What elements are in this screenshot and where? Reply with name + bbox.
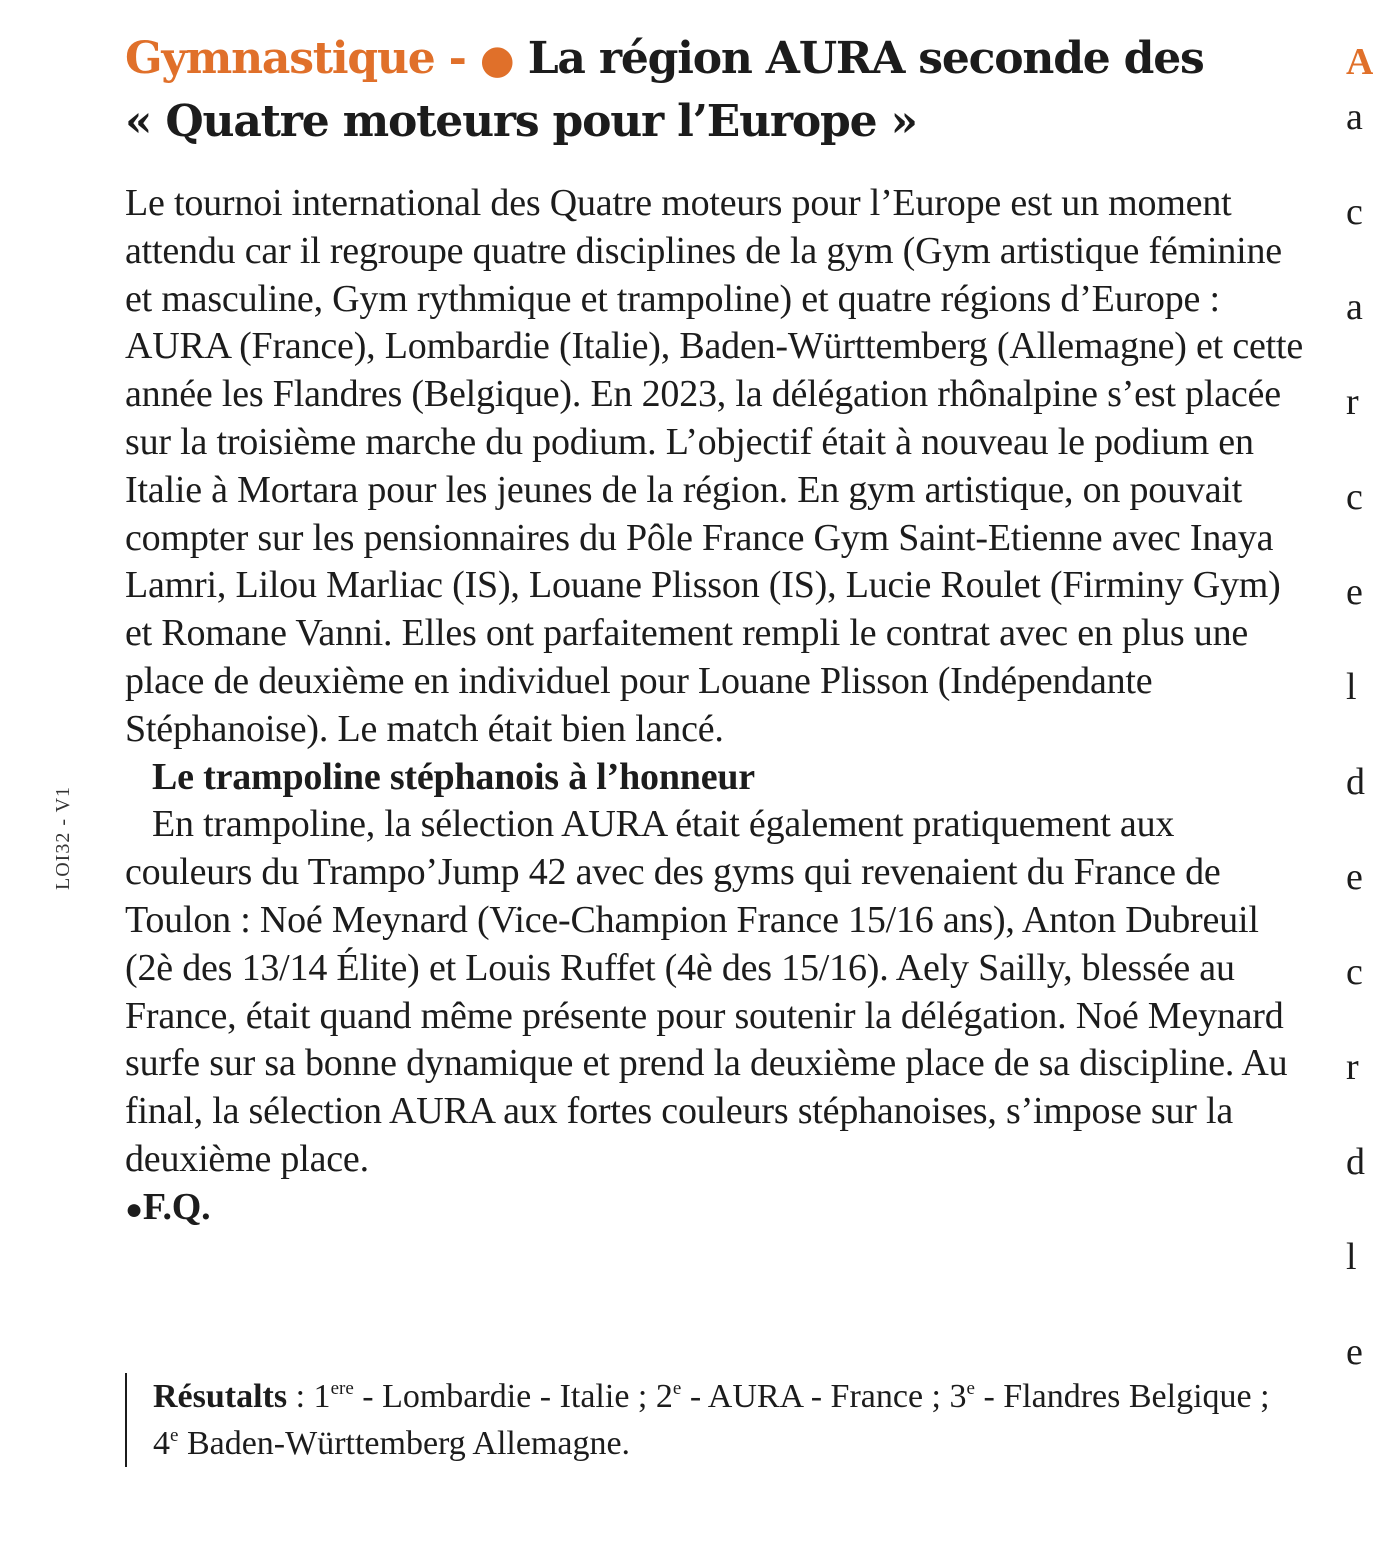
section-kicker: Gymnastique - <box>125 33 480 84</box>
results-text: Baden-Württemberg Allemagne. <box>178 1425 631 1462</box>
results-text: - Flandres Belgique ; 4 <box>153 1378 1270 1462</box>
article-body <box>125 180 1305 1234</box>
results-text: - AURA - France ; 3 <box>681 1378 967 1415</box>
ordinal-suffix: e <box>966 1378 975 1399</box>
adjacent-column-edge: A a c a r c e l d e c r d l e <box>1346 41 1373 1373</box>
ordinal-suffix: e <box>672 1378 682 1399</box>
results-text: - Lombardie - Italie ; 2 <box>353 1378 673 1415</box>
article-headline <box>125 28 1225 153</box>
results-label: Résutalts <box>153 1378 288 1415</box>
results-box <box>125 1373 1273 1467</box>
author-initials: F.Q. <box>142 1185 211 1228</box>
ordinal-suffix: e <box>170 1425 179 1446</box>
subheading: Le trampoline stéphanois à l’honneur <box>152 755 755 798</box>
paragraph-intro: Le tournoi international des Quatre moteurs pour l’Europe est un moment attendu car il regroupe quatre disciplines de la gym (Gym artistique féminine et masculine, Gym rythmique et trampoline) et quatre régions d’Europe : AURA (France), Lombardie (Italie), Baden-Württemberg (Allemagne) et cette année les Flandres (Belgique). En 2023, la délégation rhônalpine s’est placée sur la troisième marche du podium. L’objectif était à nouveau le podium en Italie à Mortara pour les jeunes de la région. En gym artistique, on pouvait compter sur les pensionnaires du Pôle France Gym Saint-Etienne avec Inaya Lamri, Lilou Marliac (IS), Louane Plisson (IS), Lucie Roulet (Firminy Gym) et Romane Vanni. Elles ont parfaitement rempli le contrat avec en plus une place de deuxième en individuel pour Louane Plisson (Indépendante Stéphanoise). Le match était bien lancé. <box>125 182 1304 750</box>
bullet-icon: ● <box>125 1192 143 1226</box>
author-signature <box>125 1184 1305 1234</box>
bullet-icon: ● <box>479 36 514 83</box>
results-text: : 1 <box>287 1378 331 1415</box>
ordinal-suffix: ere <box>330 1378 354 1399</box>
headline-title: La région AURA seconde des « Quatre moteurs pour l’Europe » <box>125 33 1204 147</box>
page-code: LOI32 - V1 <box>52 785 74 890</box>
paragraph-trampoline: En trampoline, la sélection AURA était également pratiquement aux couleurs du Trampo’Jump 42 avec des gyms qui revenaient du France de Toulon : Noé Meynard (Vice-Champion France 15/16 ans), Anton Dubreuil (2è des 13/14 Élite) et Louis Ruffet (4è des 15/16). Aely Sailly, blessée au France, était quand même présente pour soutenir la délégation. Noé Meynard surfe sur sa bonne dynamique et prend la deuxième place de sa discipline. Au final, la sélection AURA aux fortes couleurs stéphanoises, s’impose sur la deuxième place. <box>125 803 1288 1180</box>
